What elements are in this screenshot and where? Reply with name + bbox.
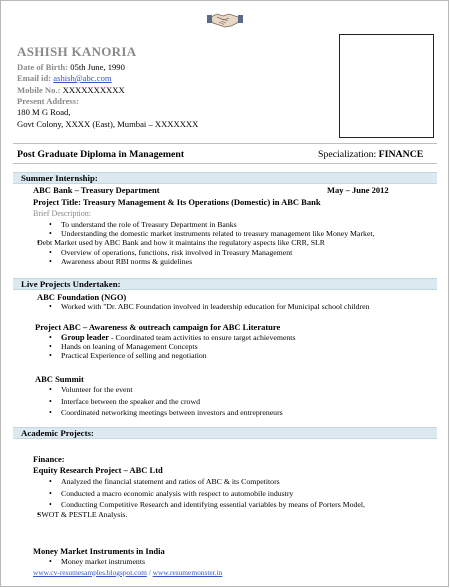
handshake-icon	[207, 9, 243, 29]
equity-project-title: Equity Research Project – ABC Ltd	[33, 465, 163, 475]
internship-project-title: Project Title: Treasury Management & Its Operations (Domestic) in ABC Bank	[33, 197, 321, 207]
list-item: • Practical Experience of selling and negotiation	[49, 351, 296, 360]
specialization-label: Specialization:	[318, 149, 377, 160]
summit-bullets	[49, 385, 283, 418]
dob-label: Date of Birth:	[17, 62, 69, 72]
money-market-bullets	[49, 557, 145, 566]
ngo-bullets	[49, 302, 370, 311]
list-item: • Overview of operations, functions, risk involved in Treasury Management	[49, 248, 375, 257]
internship-bullets	[37, 220, 375, 266]
divider	[13, 163, 437, 164]
list-item: • Coordinated networking meetings between investors and entrepreneurs	[49, 408, 283, 417]
email-link[interactable]: ashish@abc.com	[53, 73, 112, 83]
list-item: • Money market instruments	[49, 557, 145, 566]
email-line	[17, 73, 112, 83]
list-item: • Worked with "Dr. ABC Foundation involved in leadership education for Municipal school children	[49, 302, 370, 311]
address-label: Present Address:	[17, 96, 79, 106]
footer-link-resumemonster[interactable]: www.resumemonster.in	[152, 568, 223, 577]
internship-company: ABC Bank – Treasury Department	[33, 185, 160, 195]
footer-links	[33, 568, 222, 577]
section-bar-academic	[13, 427, 437, 439]
address-label-line	[17, 96, 79, 106]
list-item	[49, 333, 296, 342]
list-item: • Conducted a macro economic analysis with respect to automobile industry	[49, 489, 365, 498]
section-title-live-projects: Live Projects Undertaken:	[21, 279, 121, 289]
list-item: • Volunteer for the event	[49, 385, 283, 394]
mobile-value: XXXXXXXXXX	[62, 85, 125, 95]
divider	[13, 143, 437, 144]
list-item: • Debt Market used by ABC Bank and how it maintains the regulatory aspects like CRR, SLR	[37, 238, 375, 247]
section-bar-internship	[13, 172, 437, 184]
list-item: • SWOT & PESTLE Analysis.	[37, 510, 365, 519]
section-title-academic: Academic Projects:	[21, 428, 94, 438]
list-item: • Interface between the speaker and the crowd	[49, 397, 283, 406]
dob-value: 05th June, 1990	[70, 62, 125, 72]
mobile-line	[17, 85, 125, 95]
internship-dates: May – June 2012	[327, 185, 389, 195]
footer-separator: /	[146, 568, 153, 577]
project-title-abc: Project ABC – Awareness & outreach campaign for ABC Literature	[35, 322, 281, 332]
address-line-2: Govt Colony, XXXX (East), Mumbai – XXXXXXX	[17, 119, 199, 129]
footer-link-blogspot[interactable]: www.cv-resumesamples.blogspot.com	[33, 568, 147, 577]
group-leader-label: Group leader	[61, 333, 110, 342]
list-item: • Understanding the domestic market instruments related to treasury management like Money Market,	[49, 229, 375, 238]
degree-title: Post Graduate Diploma in Management	[17, 149, 185, 160]
specialization-value: FINANCE	[378, 149, 424, 160]
mobile-label: Mobile No.:	[17, 85, 61, 95]
equity-bullets	[37, 477, 366, 519]
address-line-1: 180 M G Road,	[17, 107, 71, 117]
abc-campaign-bullets	[49, 333, 296, 361]
section-title-internship: Summer Internship:	[21, 173, 98, 183]
group-leader-text: - Coordinated team activities to ensure target achievements	[109, 333, 296, 342]
email-label: Email id:	[17, 73, 52, 83]
list-item: • Analyzed the financial statement and ratios of ABC & its Competitors	[49, 477, 365, 486]
money-market-title: Money Market Instruments in India	[33, 546, 165, 556]
section-bar-live-projects	[13, 278, 437, 290]
list-item: • Conducting Competitive Research and identifying essential variables by means of Porters Model,	[49, 500, 365, 509]
project-title-summit: ABC Summit	[35, 374, 84, 384]
dob-line	[17, 62, 125, 72]
list-item: • To understand the role of Treasury Department in Banks	[49, 220, 375, 229]
photo-placeholder	[339, 34, 434, 138]
finance-label: Finance:	[33, 454, 65, 464]
specialization	[318, 149, 423, 160]
candidate-name: ASHISH KANORIA	[17, 44, 137, 59]
brief-description-label: Brief Description:	[33, 209, 91, 218]
list-item: • Hands on leaning of Management Concepts	[49, 342, 296, 351]
list-item: • Awareness about RBI norms & guidelines	[49, 257, 375, 266]
project-title-ngo: ABC Foundation (NGO)	[37, 292, 127, 302]
